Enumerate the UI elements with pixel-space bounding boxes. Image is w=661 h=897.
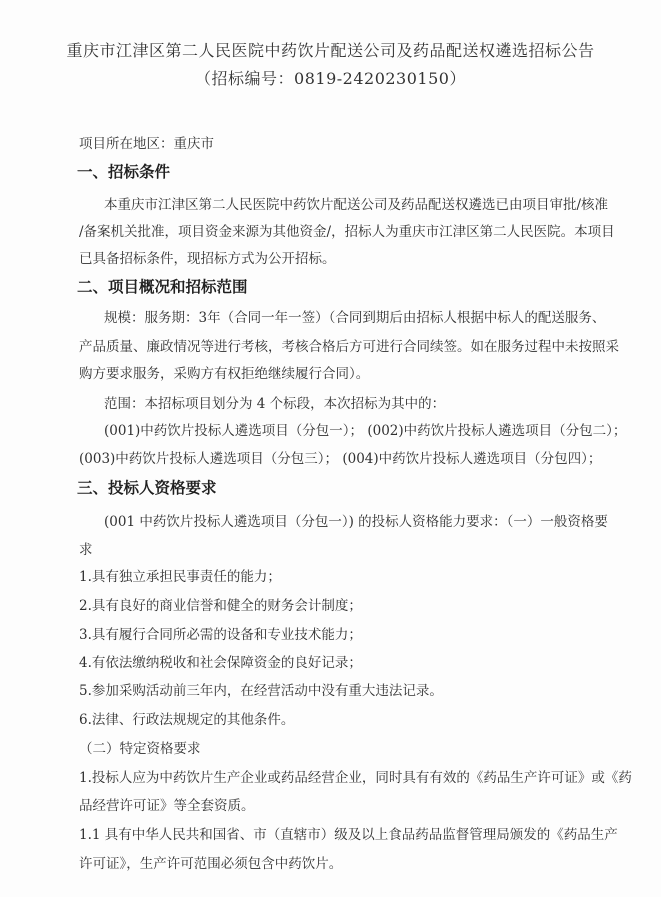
- document-title: 重庆市江津区第二人民医院中药饮片配送公司及药品配送权遴选招标公告: [66, 41, 595, 60]
- section-2-paragraph-line: 规模：服务期：3年（合同一年一签）（合同到期后由招标人根据中标人的配送服务、: [104, 310, 606, 326]
- special-requirement-line: 品经营许可证》等全套资质。: [79, 798, 255, 814]
- section-3-heading: 三、投标人资格要求: [77, 479, 217, 497]
- special-requirement-line: 许可证》，生产许可范围必须包含中药饮片。: [79, 856, 343, 872]
- requirement-item: 4.有依法缴纳税收和社会保障资金的良好记录；: [79, 655, 362, 671]
- section-3-paragraph-line: 求: [79, 542, 93, 558]
- section-2-paragraph-line: 产品质量、廉政情况等进行考核，考核合格后方可进行合同续签。如在服务过程中未按照采: [79, 339, 619, 355]
- section-2-heading: 二、项目概况和招标范围: [77, 278, 248, 296]
- requirement-item: 6.法律、行政法规规定的其他条件。: [79, 712, 295, 728]
- requirement-item: 1.具有独立承担民事责任的能力；: [79, 569, 281, 585]
- special-requirement-line: 1.1 具有中华人民共和国省、市（直辖市）级及以上食品药品监督管理局颁发的《药品生产: [79, 827, 618, 843]
- requirement-item: 3.具有履行合同所必需的设备和专业技术能力；: [79, 627, 362, 643]
- section-2-scope: 范围：本招标项目划分为 4 个标段，本次招标为其中的：: [104, 396, 446, 412]
- requirement-item: 5.参加采购活动前三年内，在经营活动中没有重大违法记录。: [79, 683, 443, 699]
- special-requirement-line: 1.投标人应为中药饮片生产企业或药品经营企业，同时具有有效的《药品生产许可证》或《药: [79, 770, 632, 786]
- section-1-paragraph-line: 已具备招标条件，现招标方式为公开招标。: [79, 251, 336, 267]
- section-1-heading: 一、招标条件: [77, 163, 171, 181]
- section-3-paragraph-line: (001 中药饮片投标人遴选项目（分包一）) 的投标人资格能力要求：（一）一般资格要: [104, 514, 608, 530]
- section-1-paragraph-line: /备案机关批准，项目资金来源为其他资金/，招标人为重庆市江津区第二人民医院。本项目: [79, 224, 615, 240]
- requirement-item: 2.具有良好的商业信誉和健全的财务会计制度；: [79, 598, 362, 614]
- section-2-paragraph-line: 购方要求服务，采购方有权拒绝继续履行合同）。: [79, 366, 370, 382]
- lot-list-line: (003)中药饮片投标人遴选项目（分包三）； (004)中药饮片投标人遴选项目（分包四）；: [79, 451, 602, 467]
- project-region: 项目所在地区：重庆市: [79, 136, 214, 152]
- section-1-paragraph-line: 本重庆市江津区第二人民医院中药饮片配送公司及药品配送权遴选已由项目审批/核准: [104, 197, 609, 213]
- lot-list-line: (001)中药饮片投标人遴选项目（分包一）； (002)中药饮片投标人遴选项目（分包二）；: [104, 423, 627, 439]
- special-requirements-heading: （二）特定资格要求: [79, 741, 201, 757]
- tender-number: （招标编号：0819-2420230150）: [195, 69, 466, 88]
